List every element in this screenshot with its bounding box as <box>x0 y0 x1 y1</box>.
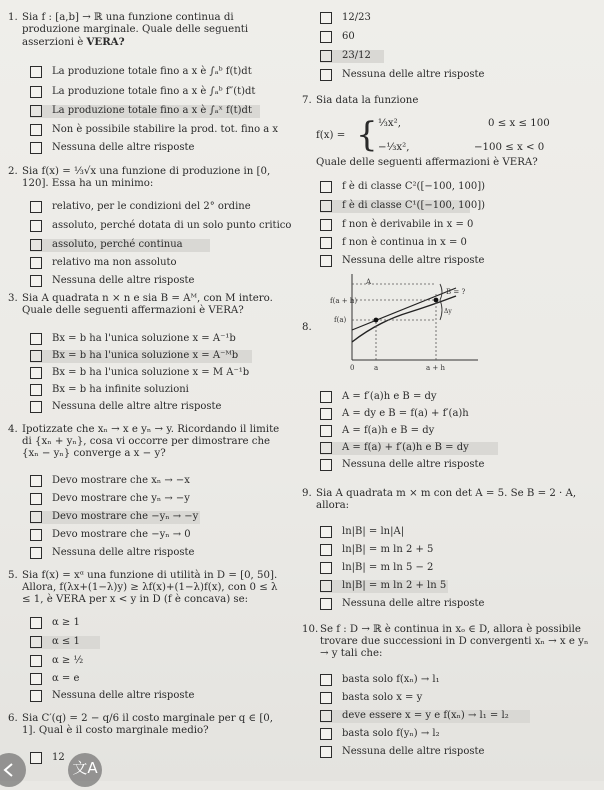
checkbox[interactable] <box>320 408 332 420</box>
checkbox[interactable] <box>30 142 42 154</box>
checkbox[interactable] <box>320 728 332 740</box>
question-2: 2. Sia f(x) = ⅓√x una funzione di produzione in [0, 120]. Essa ha un minimo: <box>8 166 280 190</box>
question-6: 6. Sia C′(q) = 2 − q/6 il costo marginale per q ∈ [0, 1]. Qual è il costo marginale medio? <box>8 713 284 737</box>
checkbox[interactable] <box>30 655 42 667</box>
question-10: 10. Se f : D → ℝ è continua in xₒ ∈ D, allora è possibile trovare due successioni in D convergenti xₙ → x e yₙ → y tali che: <box>302 624 592 660</box>
question-text: Sia A quadrata m × m con det A = 5. Se B = 2 · A, allora: <box>316 488 577 511</box>
question-1 <box>8 12 280 49</box>
checkbox[interactable] <box>320 12 332 24</box>
tangent-line <box>352 288 456 330</box>
label-fa: f(a) <box>334 316 347 324</box>
checkbox[interactable] <box>30 384 42 396</box>
checkbox[interactable] <box>30 350 42 362</box>
option-10c[interactable]: deve essere x = y e f(xₙ) → l₁ = l₂ <box>320 710 530 723</box>
question-text: Sia C′(q) = 2 − q/6 il costo marginale per q ∈ [0, 1]. Qual è il costo marginale medio? <box>22 713 274 736</box>
checkbox[interactable] <box>30 673 42 685</box>
label-dy: Δy <box>444 308 452 315</box>
checkbox[interactable] <box>320 580 332 592</box>
option-8d[interactable]: A = f(a) + f′(a)h e B = dy <box>320 442 498 455</box>
checkbox[interactable] <box>320 237 332 249</box>
checkbox[interactable] <box>30 124 42 136</box>
checkbox[interactable] <box>320 598 332 610</box>
checkbox[interactable] <box>320 746 332 758</box>
checkbox[interactable] <box>30 239 42 251</box>
option-2c[interactable]: assoluto, perché continua <box>30 239 210 252</box>
checkbox[interactable] <box>30 401 42 413</box>
checkbox[interactable] <box>30 220 42 232</box>
option-9d[interactable]: ln|B| = m ln 2 + ln 5 <box>320 580 448 593</box>
checkbox[interactable] <box>320 50 332 62</box>
checkbox[interactable] <box>320 391 332 403</box>
back-icon[interactable] <box>0 753 26 787</box>
question-text: Sia A quadrata n × n e sia B = Aᴹ, con M intero. Quale delle seguenti affermazioni è VERA? <box>22 293 273 316</box>
option-3b[interactable]: Bx = b ha l'unica soluzione x = A⁻ᴹb <box>30 350 252 363</box>
question-3: 3. Sia A quadrata n × n e sia B = Aᴹ, con M intero. Quale delle seguenti affermazioni è VERA? <box>8 293 280 317</box>
checkbox[interactable] <box>30 493 42 505</box>
back-icon <box>0 760 19 780</box>
point-ah <box>434 298 439 303</box>
checkbox[interactable] <box>320 200 332 212</box>
checkbox[interactable] <box>320 526 332 538</box>
option-6d[interactable]: 23/12 <box>320 50 384 63</box>
tangent-graph <box>330 272 480 372</box>
question-text: Sia data la funzione <box>316 95 419 106</box>
checkbox[interactable] <box>30 105 42 117</box>
checkbox[interactable] <box>30 529 42 541</box>
B-brace <box>440 284 442 300</box>
checkbox[interactable] <box>30 275 42 287</box>
checkbox[interactable] <box>30 547 42 559</box>
option-4c[interactable]: Devo mostrare che −yₙ → −y <box>30 511 200 524</box>
point-a <box>374 318 379 323</box>
dy-brace <box>440 300 442 320</box>
tick-ah: a + h <box>426 364 445 372</box>
label-fah: f(a + h) <box>330 297 358 305</box>
checkbox[interactable] <box>320 562 332 574</box>
tick-a: a <box>374 364 379 372</box>
checkbox[interactable] <box>30 636 42 648</box>
question-9: 9. Sia A quadrata m × m con det A = 5. Se B = 2 · A, allora: <box>302 488 592 512</box>
translate-icon: 文A <box>72 759 98 777</box>
checkbox[interactable] <box>320 69 332 81</box>
question-text: Sia f : [a,b] → ℝ una funzione continua di produzione marginale. Quale delle seguenti asserzioni è <box>22 12 249 48</box>
checkbox[interactable] <box>320 255 332 267</box>
checkbox[interactable] <box>30 257 42 269</box>
checkbox[interactable] <box>320 425 332 437</box>
checkbox[interactable] <box>320 674 332 686</box>
checkbox[interactable] <box>30 617 42 629</box>
question-7: 7. Sia data la funzione <box>302 95 592 107</box>
label-A: A <box>366 278 372 286</box>
label-B: B = ? <box>446 288 466 296</box>
piecewise-function: f(x) = { ⅓x², 0 ≤ x ≤ 100 −⅓x², −100 ≤ x < 0 <box>316 115 550 155</box>
question-emphasis: VERA? <box>86 36 125 48</box>
question-5: 5. Sia f(x) = xᵅ una funzione di utilità in D = [0, 50]. Allora, f(λx+(1−λ)y) ≥ λf(x)+(1−λ)f(x), con 0 ≤ λ ≤ 1, è VERA per x < y in D (f è concava) se: <box>8 570 284 606</box>
checkbox[interactable] <box>30 511 42 523</box>
checkbox[interactable] <box>30 475 42 487</box>
checkbox[interactable] <box>320 544 332 556</box>
checkbox[interactable] <box>30 86 42 98</box>
option-7b[interactable]: f è di classe C¹([−100, 100]) <box>320 200 470 213</box>
question-text: Sia f(x) = xᵅ una funzione di utilità in D = [0, 50]. Allora, f(λx+(1−λ)y) ≥ λf(x)+(1−λ)f(x), con 0 ≤ λ ≤ 1, è VERA per x < y in D (f è concava) se: <box>22 570 278 605</box>
checkbox[interactable] <box>320 459 332 471</box>
checkbox[interactable] <box>30 66 42 78</box>
checkbox[interactable] <box>30 333 42 345</box>
translate-button[interactable] <box>68 753 102 787</box>
quiz-page: 1. Sia f : [a,b] → ℝ una funzione continua di produzione marginale. Quale delle seguenti asserzioni è VERA? La produzione totale fino a x è ∫ₐᵇ f(t)dt La produzione totale fino a x è ∫ₐᵇ f″(t)dt La produzione totale fino a x è ∫ₐˣ f(t)dt Non è possibile stabilire la prod. tot. fino a x Nessuna delle altre risposte 2. Sia f(x) = ⅓√x una funzione di produzione in [0, 120]. Essa ha un minimo: relativo, per le condizioni del 2° ordine assoluto, perché dotata di un solo punto critico assoluto, perché continua relativo ma non assoluto Nessuna delle altre risposte 3. Sia A quadrata n × n e sia B = Aᴹ, con M intero. Quale delle seguenti affermazioni è VERA? Bx = b ha l'unica soluzione x = A⁻¹b Bx = b ha l'unica soluzione x = A⁻ᴹb Bx = b ha l'unica soluzione x = M A⁻¹b Bx = b ha infinite soluzioni Nessuna delle altre altre risposte 4. Ipotizzate che xₙ → x e yₙ → y. Ricordando il limite di {xₙ + yₙ}, cosa vi occorre per dimostrare che {xₙ − yₙ} converge a x − y? Devo mostrare che xₙ → −x Devo mostrare che yₙ → −y Devo mostrare che −yₙ → −y Devo mostrare che −yₙ → 0 Nessuna delle altre risposte 5. Sia f(x) = xᵅ una funzione di utilità in D = [0, 50]. Allora, f(λx+(1−λ)y) ≥ λf(x)+(1−λ)f(x), con 0 ≤ λ ≤ 1, è VERA per x < y in D (f è concava) se: α ≥ 1 α ≤ 1 α ≥ ½ α = e Nessuna delle altre risposte 6. Sia C′(q) = 2 − q/6 il costo marginale per q ∈ [0, 1]. Qual è il costo marginale medio? 12 12/23 60 23/12 Nessuna delle altre risposte 7. Sia data la funzione f(x) = { ⅓x², 0 ≤ x ≤ 100 −⅓x², −100 ≤ x < 0 Quale delle seguenti affermazioni è VERA? f è di classe C²([−100, 100]) f è di classe C¹([−100, 100]) f non è derivabile in x = 0 f non è continua in x = 0 Nessuna delle altre risposte 8. A f(a + h) f(a) B = ? Δy 0 a a + h A = f′(a)h e B = dy A = dy e B = f(a) + f′(a)h A = f(a)h e B = dy A = f(a) + f′(a)h e B = dy Nessuna delle altre risposte 9. Sia A quadrata m × m con det A = 5. Se B = 2 · A, allora: ln|B| = ln|A| ln|B| = m ln 2 + 5 ln|B| = m ln 5 − 2 ln|B| = m ln 2 + ln 5 Nessuna delle altre risposte 10. Se f : D → ℝ è continua in xₒ ∈ D, allora è possibile trovare due successioni in D convergenti xₙ → x e yₙ → y tali che: basta solo f(xₙ) → l₁ basta solo x = y deve essere x = y e f(xₙ) → l₁ = l₂ basta solo f(yₙ) → l₂ Nessuna delle altre risposte 文A <box>0 0 604 781</box>
option-5b[interactable]: α ≤ 1 <box>30 636 100 649</box>
checkbox[interactable] <box>30 690 42 702</box>
question-7-prompt: Quale delle seguenti affermazioni è VERA? <box>316 157 538 168</box>
checkbox[interactable] <box>30 201 42 213</box>
checkbox[interactable] <box>320 692 332 704</box>
question-text: Se f : D → ℝ è continua in xₒ ∈ D, allora è possibile trovare due successioni in D convergenti xₙ → x e yₙ → y tali che: <box>320 624 589 659</box>
checkbox[interactable] <box>30 367 42 379</box>
checkbox[interactable] <box>320 31 332 43</box>
question-text: Ipotizzate che xₙ → x e yₙ → y. Ricordando il limite di {xₙ + yₙ}, cosa vi occorre per dimostrare che {xₙ − yₙ} converge a x − y? <box>22 424 280 459</box>
question-text: Sia f(x) = ⅓√x una funzione di produzione in [0, 120]. Essa ha un minimo: <box>22 166 271 189</box>
tick-0: 0 <box>350 364 355 372</box>
checkbox[interactable] <box>320 442 332 454</box>
checkbox[interactable] <box>320 181 332 193</box>
checkbox[interactable] <box>320 219 332 231</box>
checkbox[interactable] <box>320 710 332 722</box>
option-1c[interactable]: La produzione totale fino a x è ∫ₐˣ f(t)dt <box>30 105 260 118</box>
brace: { <box>356 115 378 155</box>
question-4: 4. Ipotizzate che xₙ → x e yₙ → y. Ricordando il limite di {xₙ + yₙ}, cosa vi occorre per dimostrare che {xₙ − yₙ} converge a x − y? <box>8 424 280 459</box>
overlay-toolbar <box>0 753 120 781</box>
question-number: 1. <box>8 12 18 23</box>
